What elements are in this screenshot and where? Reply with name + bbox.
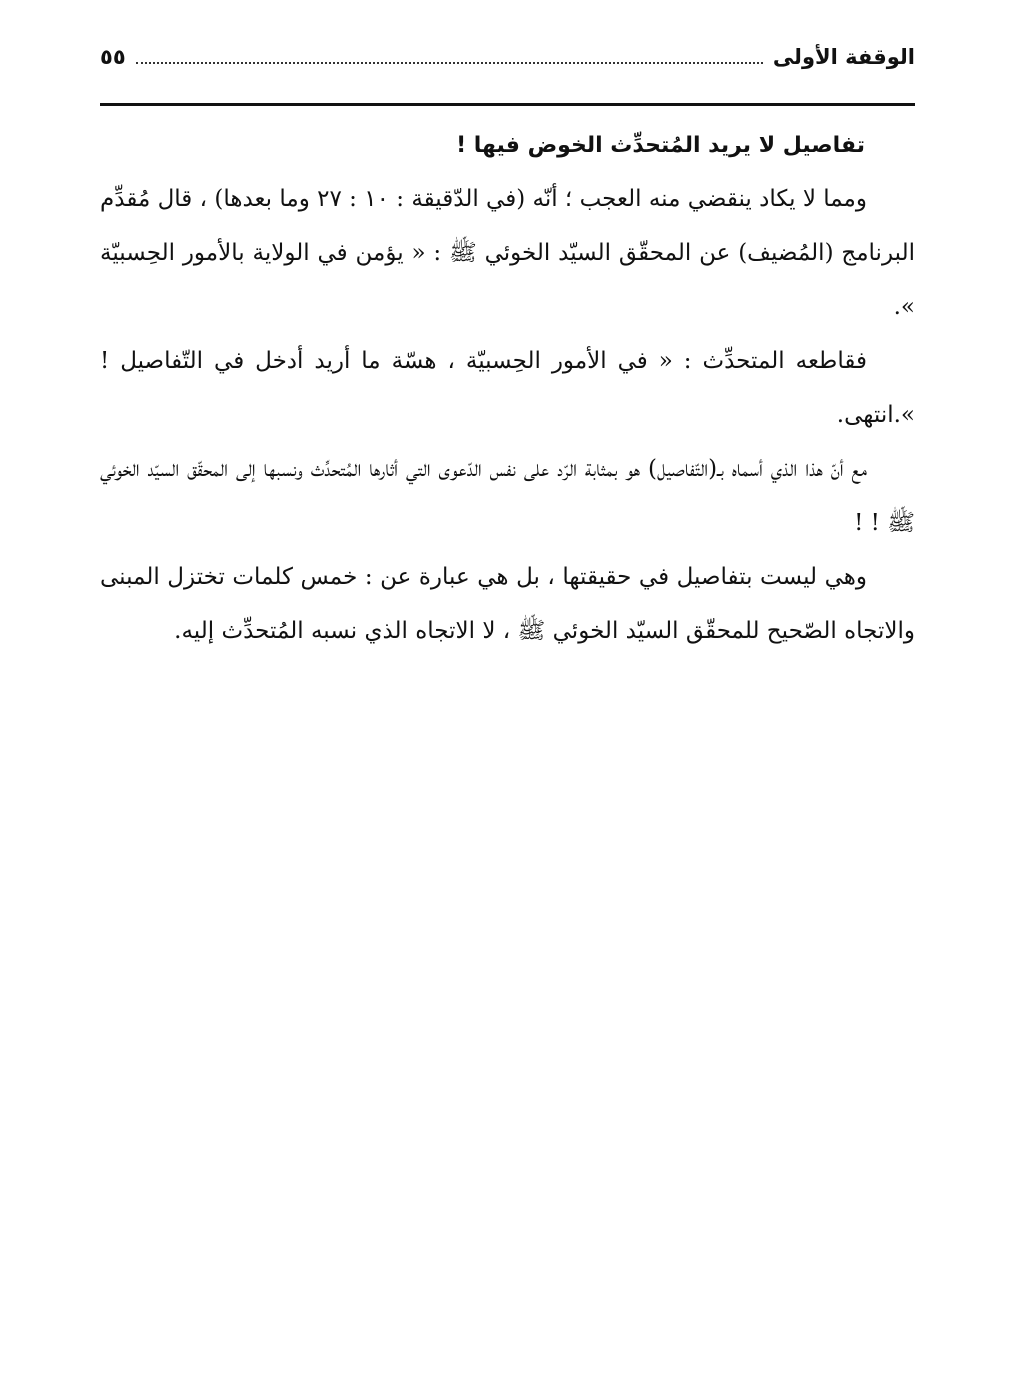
page-number: ٥٥	[100, 45, 126, 69]
paragraph-2: فقاطعه المتحدِّث : « في الأمور الحِسبيّة ، هسّة ما أريد أدخل في التّفاصيل ! ».انتهى.	[100, 348, 915, 428]
paragraph-4: وهي ليست بتفاصيل في حقيقتها ، بل هي عبارة عن : خمس كلمات تختزل المبنى والاتجاه الصّحيح للمحقّق السيّد الخوئي ﷺ ، لا الاتجاه الذي نسبه المُتحدِّث إليه.	[100, 564, 915, 644]
paragraph-3: مع أنّ هذا الذي أسماه بـ(التّفاصيل) هو بمثابة الرّد على نفس الدّعوى التي أثارها المُتحدِّث ونسبها إلى المحقّق السيّد الخوئي ﷺ ! !	[100, 456, 915, 536]
running-title: الوقفة الأولى	[772, 45, 915, 69]
paragraph-1: ومما لا يكاد ينقضي منه العجب ؛ أنّه (في الدّقيقة : ١٠ : ٢٧ وما بعدها) ، قال مُقدِّم البرنامج (المُضيف) عن المحقّق السيّد الخوئي ﷺ : « يؤمن في الولاية بالأمور الحِسبيّة ».	[100, 186, 915, 320]
page-body	[100, 120, 915, 658]
header-rule	[100, 103, 915, 106]
header-dot-leader	[136, 61, 763, 64]
section-heading: تفاصيل لا يريد المُتحدِّث الخوض فيها !	[456, 133, 865, 158]
page-header	[100, 38, 915, 70]
